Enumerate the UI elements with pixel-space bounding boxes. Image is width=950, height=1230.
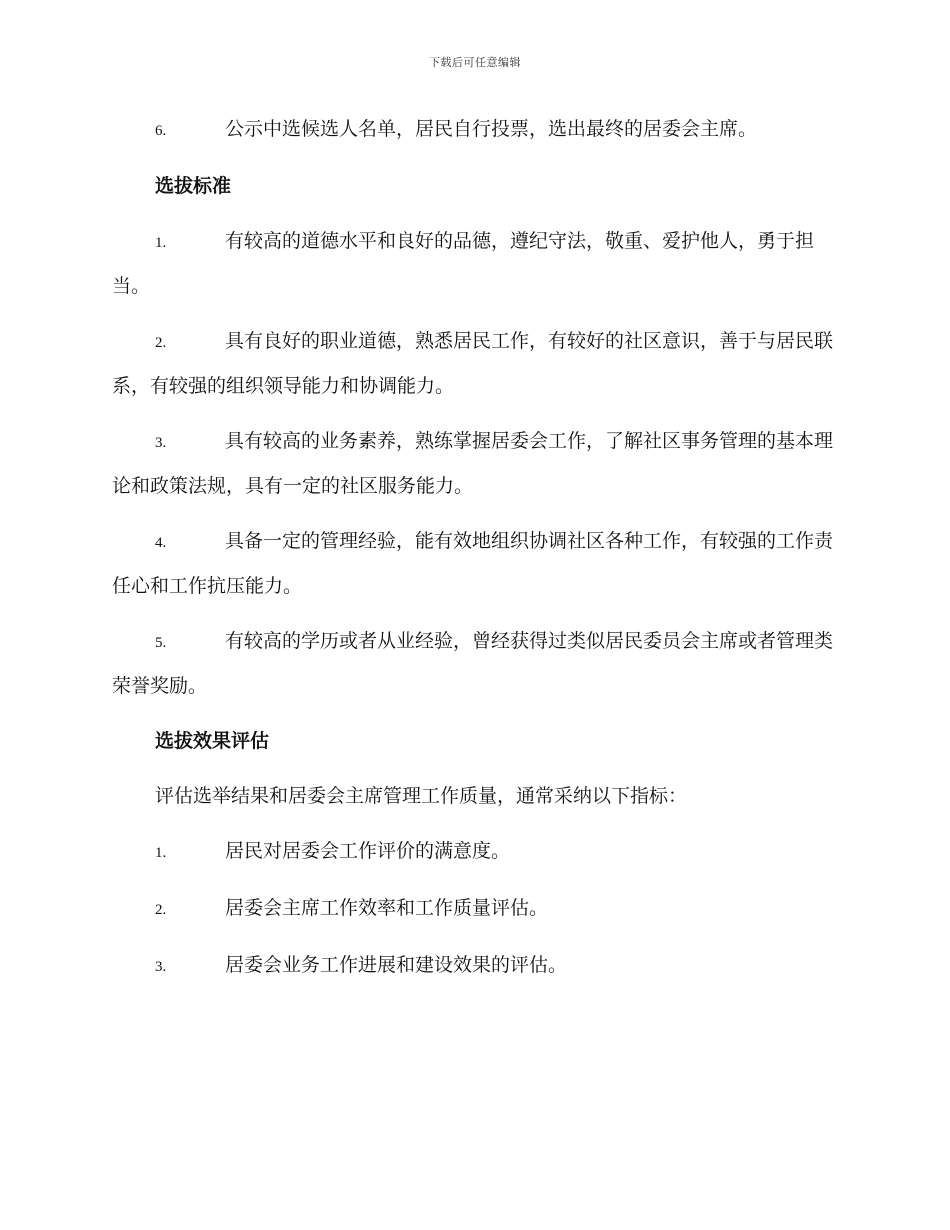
list-item <box>112 944 834 989</box>
list-item <box>112 220 834 308</box>
section-heading-evaluation: 选拔效果评估 <box>155 730 270 752</box>
list-item <box>112 420 834 508</box>
list-item <box>112 520 834 608</box>
item-text: 有较高的学历或者从业经验，曾经获得过类似居民委员会主席或者管理类荣誉奖励。 <box>112 630 834 697</box>
evaluation-intro: 评估选举结果和居委会主席管理工作质量，通常采纳以下指标： <box>155 785 688 807</box>
section-heading-standards: 选拔标准 <box>155 175 232 197</box>
list-item <box>112 108 834 153</box>
item-number: 5. <box>155 635 167 651</box>
list-item <box>112 620 834 708</box>
item-text: 具备一定的管理经验，能有效地组织协调社区各种工作，有较强的工作责任心和工作抗压能力。 <box>112 530 834 597</box>
item-text: 居委会业务工作进展和建设效果的评估。 <box>225 954 568 976</box>
item-text: 公示中选候选人名单，居民自行投票，选出最终的居委会主席。 <box>225 118 758 140</box>
list-item <box>112 830 834 875</box>
document-body <box>112 108 834 1001</box>
item-number: 6. <box>155 123 167 139</box>
item-number: 2. <box>155 335 167 351</box>
item-number: 1. <box>155 845 167 861</box>
item-number: 2. <box>155 902 167 918</box>
item-text: 具有较高的业务素养，熟练掌握居委会工作，了解社区事务管理的基本理论和政策法规，具有一定的社区服务能力。 <box>112 430 834 497</box>
item-text: 有较高的道德水平和良好的品德，遵纪守法，敬重、爱护他人，勇于担当。 <box>112 230 815 297</box>
item-text: 居委会主席工作效率和工作质量评估。 <box>225 897 549 919</box>
item-number: 3. <box>155 435 167 451</box>
item-number: 1. <box>155 235 167 251</box>
item-number: 4. <box>155 535 167 551</box>
item-number: 3. <box>155 959 167 975</box>
item-text: 居民对居委会工作评价的满意度。 <box>225 840 511 862</box>
page-header: 下载后可任意编辑 <box>429 56 521 69</box>
list-item <box>112 887 834 932</box>
list-item <box>112 320 834 408</box>
item-text: 具有良好的职业道德，熟悉居民工作，有较好的社区意识，善于与居民联系，有较强的组织领导能力和协调能力。 <box>112 330 834 397</box>
